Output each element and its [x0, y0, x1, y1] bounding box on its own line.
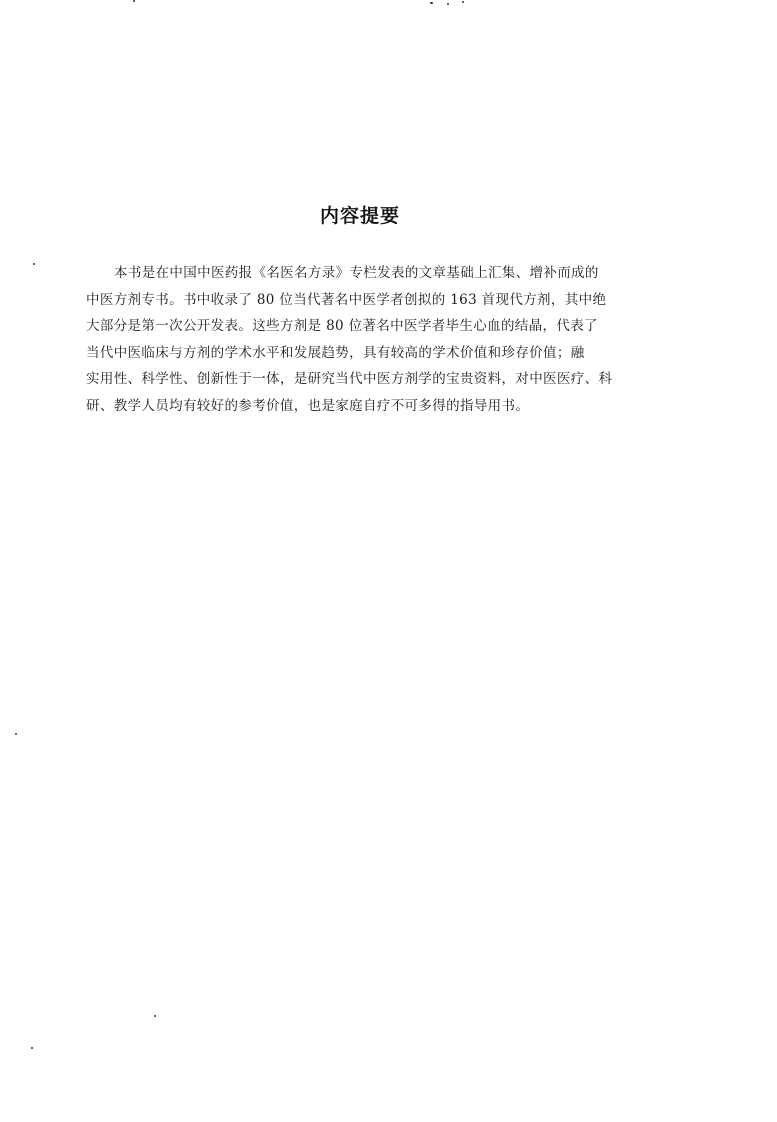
scan-speck — [33, 263, 35, 265]
scan-speck — [154, 1015, 156, 1017]
scan-speck — [15, 733, 17, 735]
abstract-line: 本书是在中国中医药报《名医名方录》专栏发表的文章基础上汇集、增补而成的 — [114, 265, 599, 281]
scan-speck — [447, 3, 449, 5]
abstract-line: 实用性、科学性、创新性于一体，是研究当代中医方剂学的宝贵资料，对中医医疗、科 — [86, 371, 613, 388]
scan-speck — [430, 2, 433, 4]
scan-speck — [133, 0, 135, 2]
scan-speck — [31, 1047, 33, 1049]
scan-speck — [462, 1, 464, 3]
abstract-paragraph — [86, 260, 646, 420]
abstract-line: 大部分是第一次公开发表。这些方剂是 80 位著名中医学者毕生心血的结晶，代表了 — [86, 318, 598, 335]
abstract-line: 研、教学人员均有较好的参考价值，也是家庭自疗不可多得的指导用书。 — [86, 397, 530, 414]
abstract-line: 当代中医临床与方剂的学术水平和发展趋势，具有较高的学术价值和珍存价值；融 — [86, 344, 585, 361]
section-title: 内容提要 — [319, 205, 400, 227]
abstract-line: 中医方剂专书。书中收录了 80 位当代著名中医学者创拟的 163 首现代方剂，其中绝 — [86, 291, 607, 308]
